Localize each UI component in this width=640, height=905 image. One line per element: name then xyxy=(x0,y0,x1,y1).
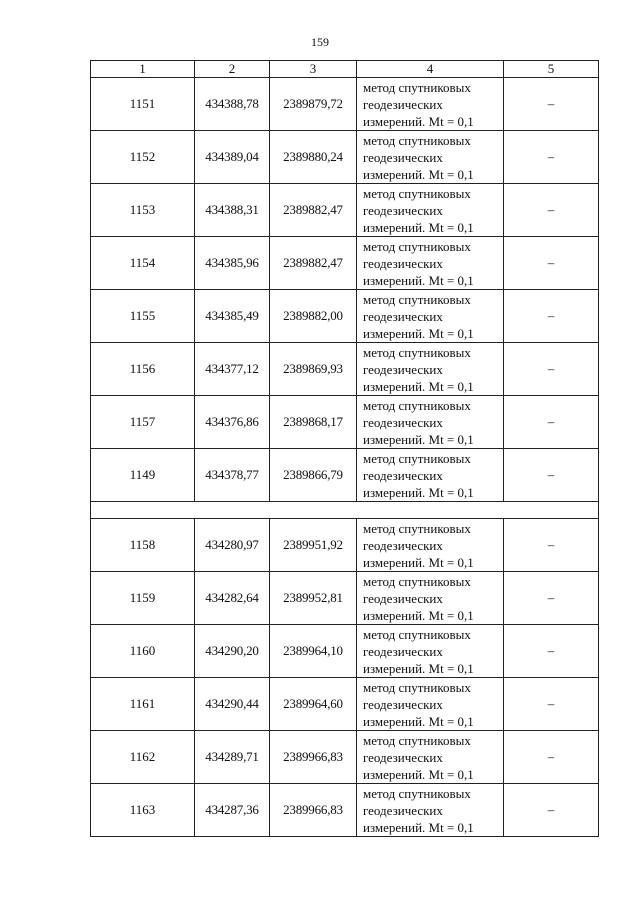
table-row xyxy=(91,625,599,678)
coordinate-y: 2389880,24 xyxy=(270,131,357,184)
method-line: геодезических xyxy=(363,202,443,218)
method-line: геодезических xyxy=(363,749,443,765)
point-number: 1161 xyxy=(91,678,195,731)
coordinate-x: 434377,12 xyxy=(195,343,270,396)
method-line: метод спутниковых xyxy=(363,626,471,642)
point-number: 1160 xyxy=(91,625,195,678)
method-line: измерений. Mt = 0,1 xyxy=(363,766,474,782)
method-line: метод спутниковых xyxy=(363,785,471,801)
column-5-value: – xyxy=(504,572,599,625)
method-description xyxy=(357,184,504,237)
column-5-value: – xyxy=(504,678,599,731)
point-number: 1151 xyxy=(91,78,195,131)
separator-cell xyxy=(91,502,599,519)
coordinate-x: 434389,04 xyxy=(195,131,270,184)
method-description xyxy=(357,343,504,396)
coordinate-x: 434378,77 xyxy=(195,449,270,502)
header-col-3: 3 xyxy=(270,61,357,78)
method-line: метод спутниковых xyxy=(363,573,471,589)
column-5-value: – xyxy=(504,519,599,572)
coordinates-table xyxy=(90,60,599,837)
point-number: 1153 xyxy=(91,184,195,237)
method-line: геодезических xyxy=(363,255,443,271)
coordinate-x: 434385,96 xyxy=(195,237,270,290)
point-number: 1154 xyxy=(91,237,195,290)
coordinate-y: 2389882,47 xyxy=(270,184,357,237)
method-line: метод спутниковых xyxy=(363,185,471,201)
table-row xyxy=(91,678,599,731)
method-line: метод спутниковых xyxy=(363,450,471,466)
coordinate-y: 2389869,93 xyxy=(270,343,357,396)
coordinate-x: 434287,36 xyxy=(195,784,270,837)
method-description xyxy=(357,625,504,678)
method-line: геодезических xyxy=(363,96,443,112)
point-number: 1149 xyxy=(91,449,195,502)
method-line: измерений. Mt = 0,1 xyxy=(363,272,474,288)
table-row xyxy=(91,184,599,237)
table-row xyxy=(91,290,599,343)
column-5-value: – xyxy=(504,78,599,131)
method-line: геодезических xyxy=(363,537,443,553)
method-line: геодезических xyxy=(363,414,443,430)
coordinate-y: 2389952,81 xyxy=(270,572,357,625)
coordinate-y: 2389879,72 xyxy=(270,78,357,131)
column-5-value: – xyxy=(504,131,599,184)
coordinate-x: 434280,97 xyxy=(195,519,270,572)
coordinate-y: 2389866,79 xyxy=(270,449,357,502)
coordinate-y: 2389966,83 xyxy=(270,784,357,837)
method-line: геодезических xyxy=(363,643,443,659)
method-line: измерений. Mt = 0,1 xyxy=(363,378,474,394)
coordinate-x: 434282,64 xyxy=(195,572,270,625)
method-description xyxy=(357,519,504,572)
method-line: метод спутниковых xyxy=(363,520,471,536)
column-5-value: – xyxy=(504,784,599,837)
coordinate-x: 434290,44 xyxy=(195,678,270,731)
method-description xyxy=(357,78,504,131)
method-line: измерений. Mt = 0,1 xyxy=(363,325,474,341)
method-description xyxy=(357,237,504,290)
point-number: 1156 xyxy=(91,343,195,396)
point-number: 1158 xyxy=(91,519,195,572)
coordinate-x: 434385,49 xyxy=(195,290,270,343)
point-number: 1157 xyxy=(91,396,195,449)
method-description xyxy=(357,290,504,343)
method-line: метод спутниковых xyxy=(363,397,471,413)
table-row xyxy=(91,784,599,837)
column-5-value: – xyxy=(504,396,599,449)
method-line: измерений. Mt = 0,1 xyxy=(363,607,474,623)
method-description xyxy=(357,784,504,837)
coordinate-y: 2389964,60 xyxy=(270,678,357,731)
point-number: 1159 xyxy=(91,572,195,625)
method-line: измерений. Mt = 0,1 xyxy=(363,113,474,129)
column-5-value: – xyxy=(504,237,599,290)
table-row xyxy=(91,343,599,396)
header-col-1: 1 xyxy=(91,61,195,78)
coordinate-y: 2389868,17 xyxy=(270,396,357,449)
method-line: измерений. Mt = 0,1 xyxy=(363,554,474,570)
point-number: 1163 xyxy=(91,784,195,837)
method-line: измерений. Mt = 0,1 xyxy=(363,819,474,835)
column-5-value: – xyxy=(504,184,599,237)
point-number: 1162 xyxy=(91,731,195,784)
point-number: 1152 xyxy=(91,131,195,184)
table-row xyxy=(91,519,599,572)
method-line: метод спутниковых xyxy=(363,238,471,254)
method-line: геодезических xyxy=(363,467,443,483)
method-line: метод спутниковых xyxy=(363,344,471,360)
point-number: 1155 xyxy=(91,290,195,343)
column-5-value: – xyxy=(504,731,599,784)
method-description xyxy=(357,731,504,784)
method-description xyxy=(357,396,504,449)
method-line: измерений. Mt = 0,1 xyxy=(363,660,474,676)
coordinate-x: 434289,71 xyxy=(195,731,270,784)
page-number: 159 xyxy=(311,35,329,49)
header-col-5: 5 xyxy=(504,61,599,78)
coordinate-y: 2389966,83 xyxy=(270,731,357,784)
header-row xyxy=(91,61,599,78)
method-description xyxy=(357,572,504,625)
table-row xyxy=(91,731,599,784)
method-line: метод спутниковых xyxy=(363,732,471,748)
column-5-value: – xyxy=(504,290,599,343)
table-row xyxy=(91,131,599,184)
table-row xyxy=(91,78,599,131)
method-line: измерений. Mt = 0,1 xyxy=(363,431,474,447)
method-line: метод спутниковых xyxy=(363,79,471,95)
method-line: измерений. Mt = 0,1 xyxy=(363,713,474,729)
table-row xyxy=(91,572,599,625)
method-line: измерений. Mt = 0,1 xyxy=(363,166,474,182)
table-row xyxy=(91,396,599,449)
separator-row xyxy=(91,502,599,519)
coordinate-x: 434376,86 xyxy=(195,396,270,449)
method-line: измерений. Mt = 0,1 xyxy=(363,484,474,500)
coordinate-x: 434388,78 xyxy=(195,78,270,131)
method-line: геодезических xyxy=(363,149,443,165)
method-line: геодезических xyxy=(363,590,443,606)
column-5-value: – xyxy=(504,625,599,678)
table-row xyxy=(91,237,599,290)
coordinate-x: 434290,20 xyxy=(195,625,270,678)
method-line: геодезических xyxy=(363,696,443,712)
method-line: геодезических xyxy=(363,361,443,377)
coordinate-y: 2389882,47 xyxy=(270,237,357,290)
method-line: метод спутниковых xyxy=(363,679,471,695)
column-5-value: – xyxy=(504,343,599,396)
method-description xyxy=(357,131,504,184)
coordinate-y: 2389964,10 xyxy=(270,625,357,678)
method-line: геодезических xyxy=(363,802,443,818)
coordinate-y: 2389882,00 xyxy=(270,290,357,343)
method-line: геодезических xyxy=(363,308,443,324)
column-5-value: – xyxy=(504,449,599,502)
method-line: измерений. Mt = 0,1 xyxy=(363,219,474,235)
method-line: метод спутниковых xyxy=(363,132,471,148)
method-description xyxy=(357,449,504,502)
coordinate-y: 2389951,92 xyxy=(270,519,357,572)
table-row xyxy=(91,449,599,502)
header-col-4: 4 xyxy=(357,61,504,78)
method-description xyxy=(357,678,504,731)
method-line: метод спутниковых xyxy=(363,291,471,307)
coordinate-x: 434388,31 xyxy=(195,184,270,237)
header-col-2: 2 xyxy=(195,61,270,78)
